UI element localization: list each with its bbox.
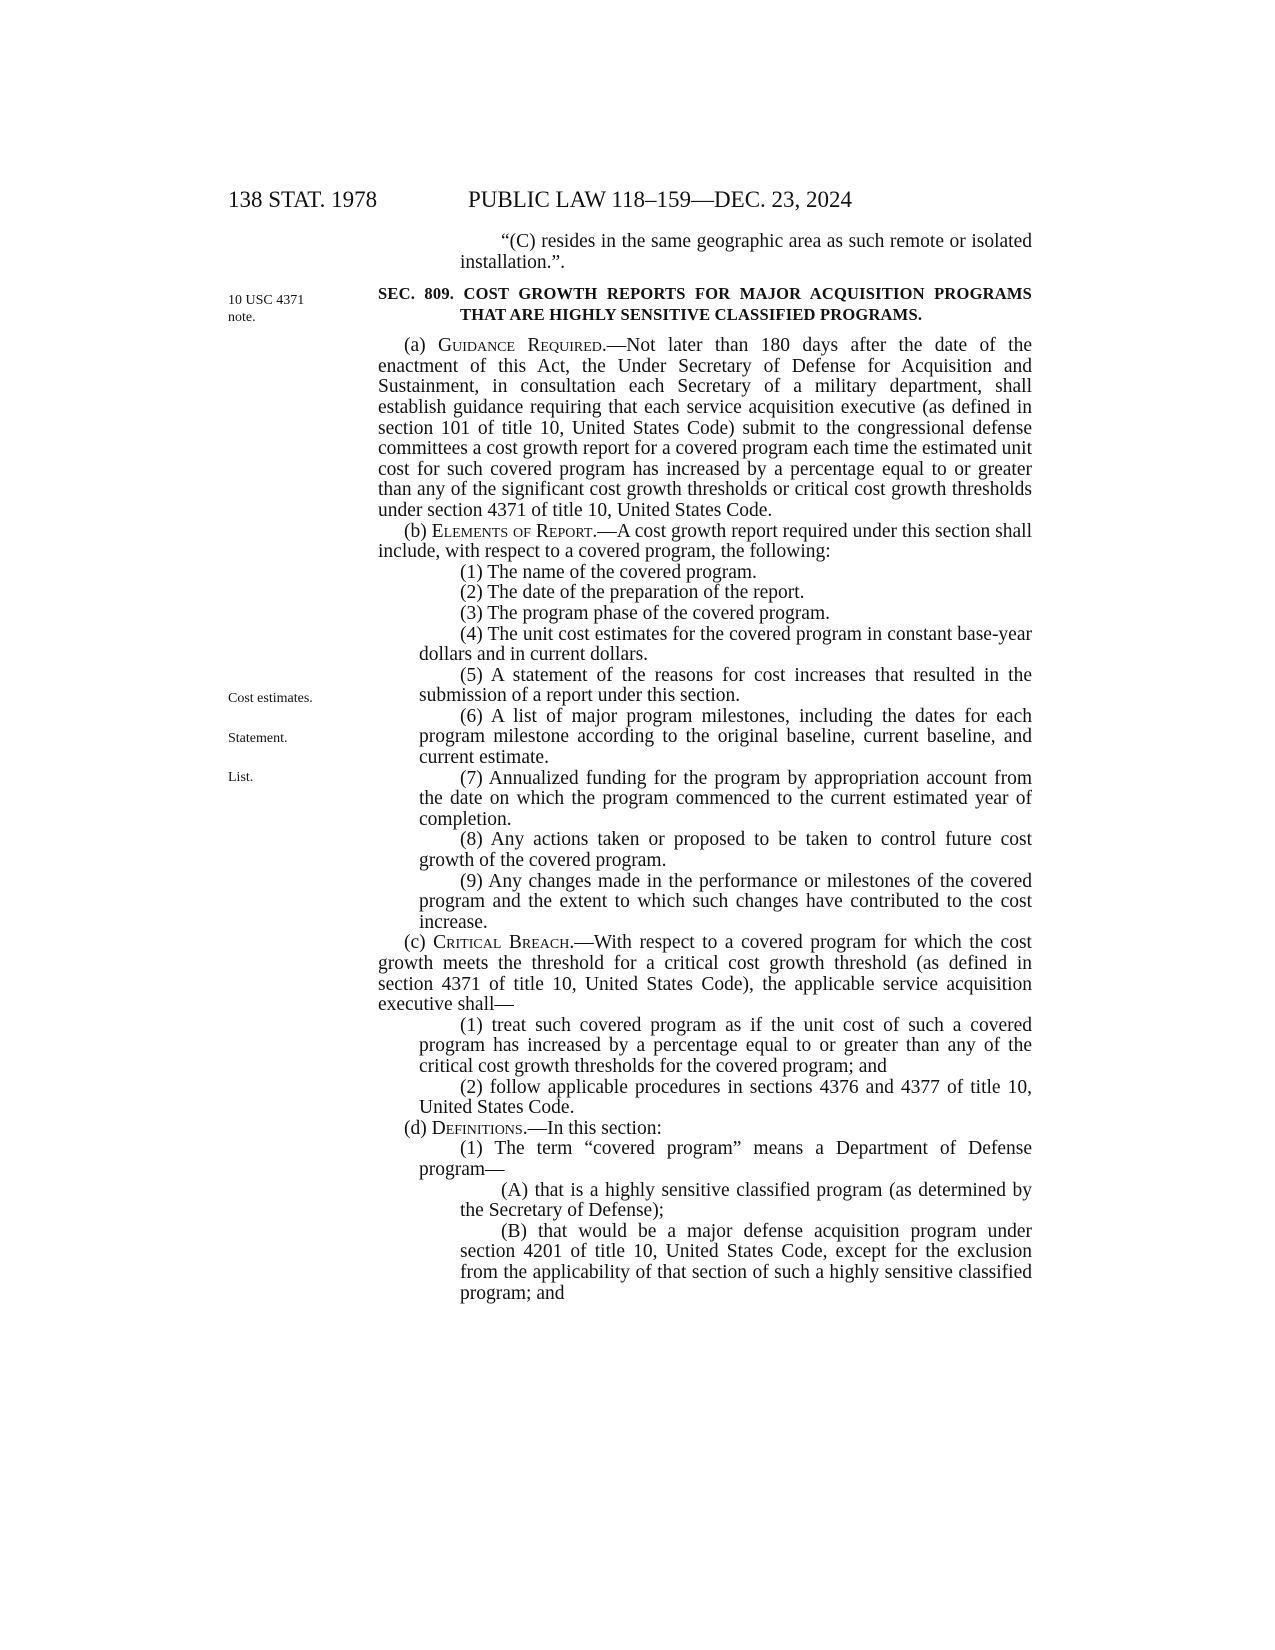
margin-note-statement: Statement. <box>228 731 288 746</box>
subsection-c-text: .—With respect to a covered program for which the cost growth meets the threshold for a critical cost growth threshold (as defined in section 4371 of title 10, United States Code), the applicable service acquisition executive shall— <box>378 932 1032 1016</box>
subsection-a-label: (a) <box>404 335 438 357</box>
subsection-d <box>378 1119 1032 1140</box>
subsection-c-label: (c) <box>404 932 434 954</box>
list-item: (8) Any actions taken or proposed to be taken to control future cost growth of the covered program. <box>419 829 1032 872</box>
subsection-d-text: .—In this section: <box>522 1117 662 1139</box>
definition-item: (1) The term “covered program” means a Department of Defense program— <box>419 1138 1032 1180</box>
page-reference: 138 STAT. 1978 <box>228 187 378 212</box>
list-item: (1) treat such covered program as if the unit cost of such a covered program has increased by a percentage equal to or greater than any of the critical cost growth thresholds for the covered program; and <box>419 1014 1032 1077</box>
margin-note-list: List. <box>228 770 254 785</box>
subsection-b-heading: Elements of Report <box>431 520 593 542</box>
subsection-b-label: (b) <box>404 520 432 542</box>
list-item: (2) The date of the preparation of the report. <box>460 582 805 604</box>
subsection-d-heading: Definitions <box>431 1117 523 1139</box>
list-item: (2) follow applicable procedures in sections 4376 and 4377 of title 10, United States Code. <box>419 1076 1032 1119</box>
list-item: (5) A statement of the reasons for cost increases that resulted in the submission of a report under this section. <box>419 664 1032 707</box>
section-heading: SEC. 809. COST GROWTH REPORTS FOR MAJOR ACQUISITION PROGRAMS THAT ARE HIGHLY SENSITIVE CLASSIFIED PROGRAMS. <box>378 284 1032 324</box>
list-item: (6) A list of major program milestones, including the dates for each program milestone according to the original baseline, current baseline, and current estimate. <box>419 705 1032 769</box>
subsection-a-text: .—Not later than 180 days after the date of the enactment of this Act, the Under Secretary of Defense for Acquisition and Sustainment, in consultation each Secretary of a military department, shall establish guidance requiring that each service acquisition executive (as defined in section 101 of title 10, United States Code) submit to the congressional defense committees a cost growth report for a covered program each time the estimated unit cost for such covered program has increased by a percentage equal to or greater than any of the significant cost growth thresholds or critical cost growth thresholds under section 4371 of title 10, United States Code. <box>378 335 1032 521</box>
carryover-paragraph: “(C) resides in the same geographic area as such remote or isolated installation.”. <box>460 231 1032 273</box>
subsection-a-heading: Guidance Required <box>438 335 602 357</box>
document-body <box>378 232 1032 1304</box>
list-item: (7) Annualized funding for the program by appropriation account from the date on which the program commenced to the current estimated year of completion. <box>419 767 1032 830</box>
definition-subitem: (B) that would be a major defense acquisition program under section 4201 of title 10, United States Code, except for the exclusion from the applicability of that section of such a highly sensitive classified program; and <box>460 1220 1032 1304</box>
list-item: (9) Any changes made in the performance or milestones of the covered program and the extent to which such changes have contributed to the cost increase. <box>419 870 1032 933</box>
subsection-c-heading: Critical Breach <box>433 932 570 954</box>
running-title: PUBLIC LAW 118–159—DEC. 23, 2024 <box>468 187 853 212</box>
subsection-d-label: (d) <box>404 1117 432 1139</box>
margin-note-cost-estimates: Cost estimates. <box>228 691 313 706</box>
list-item: (3) The program phase of the covered program. <box>460 602 830 624</box>
list-item: (1) The name of the covered program. <box>460 561 757 583</box>
subsection-b-text: .—A cost growth report required under this section shall include, with respect to a covered program, the following: <box>378 520 1032 563</box>
subsection-c <box>378 933 1032 1015</box>
list-item: (4) The unit cost estimates for the covered program in constant base-year dollars and in current dollars. <box>419 623 1032 666</box>
margin-note-usc: 10 USC 4371 note. <box>228 293 305 325</box>
definition-subitem: (A) that is a highly sensitive classified program (as determined by the Secretary of Defense); <box>460 1179 1032 1222</box>
subsection-b <box>378 522 1032 563</box>
subsection-a <box>378 336 1032 521</box>
